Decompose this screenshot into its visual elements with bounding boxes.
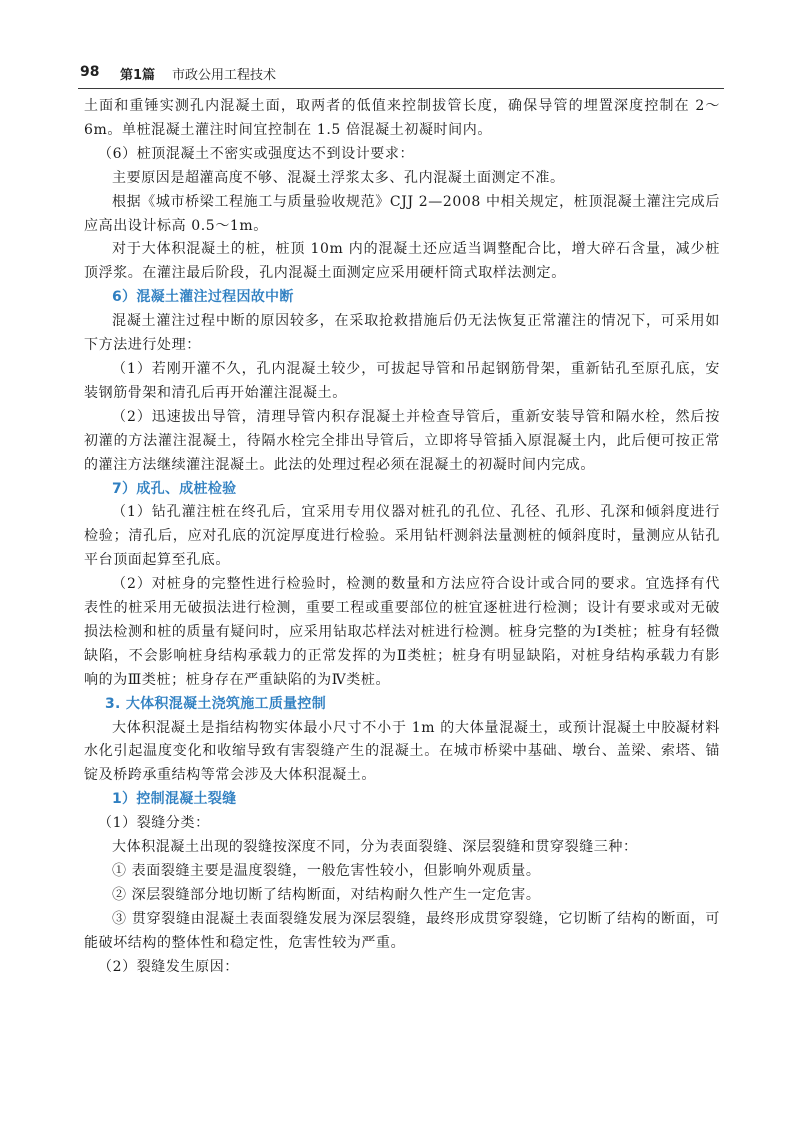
page-number: 98 bbox=[80, 64, 100, 80]
header-rule bbox=[78, 88, 724, 89]
paragraph: （2）迅速拔出导管，清理导管内积存混凝土并检查导管后，重新安装导管和隔水栓，然后按初灌的方法灌注混凝土，待隔水栓完全排出导管后，立即将导管插入原混凝土内，此后便可按正常的灌注方法继续灌注混凝土。此法的处理过程必须在混凝土的初凝时间内完成。 bbox=[84, 408, 720, 473]
list-item: ② 深层裂缝部分地切断了结构断面，对结构耐久性产生一定危害。 bbox=[112, 886, 541, 903]
paragraph: （1）钻孔灌注桩在终孔后，宜采用专用仪器对桩孔的孔位、孔径、孔形、孔深和倾斜度进行检验；清孔后，应对孔底的沉淀厚度进行检验。采用钻杆测斜法量测桩的倾斜度时，量测应从钻孔平台顶面起算至孔底。 bbox=[84, 504, 720, 569]
section-heading-3: 3. 大体积混凝土浇筑施工质量控制 bbox=[105, 695, 327, 712]
body-text bbox=[84, 95, 720, 980]
paragraph: （1）若刚开灌不久，孔内混凝土较少，可拔起导管和吊起钢筋骨架，重新钻孔至原孔底，安装钢筋骨架和清孔后再开始灌注混凝土。 bbox=[84, 360, 720, 401]
paragraph: 对于大体积混凝土的桩，桩顶 10m 内的混凝土还应适当调整配合比，增大碎石含量，减少桩顶浮浆。在灌注最后阶段，孔内混凝土面测定应采用硬杆筒式取样法测定。 bbox=[84, 241, 720, 282]
section-heading-6: 6）混凝土灌注过程因故中断 bbox=[112, 289, 294, 306]
part-label: 第1篇 bbox=[120, 68, 156, 83]
section-heading-7: 7）成孔、成桩检验 bbox=[112, 480, 237, 497]
list-item: ① 表面裂缝主要是温度裂缝，一般危害性较小，但影响外观质量。 bbox=[112, 863, 541, 879]
sub-item-title: （1）裂缝分类： bbox=[98, 815, 210, 832]
paragraph: 根据《城市桥梁工程施工与质量验收规范》CJJ 2—2008 中相关规定，桩顶混凝土灌注完成后应高出设计标高 0.5～1m。 bbox=[84, 193, 720, 234]
item-6-title: （6）桩顶混凝土不密实或强度达不到设计要求： bbox=[98, 145, 415, 162]
paragraph: 混凝土灌注过程中断的原因较多，在采取抢救措施后仍无法恢复正常灌注的情况下，可采用如下方法进行处理： bbox=[84, 313, 720, 354]
part-title: 市政公用工程技术 bbox=[172, 68, 277, 83]
list-item: ③ 贯穿裂缝由混凝土表面裂缝发展为深层裂缝，最终形成贯穿裂缝，它切断了结构的断面，可能破坏结构的整体性和稳定性，危害性较为严重。 bbox=[84, 910, 720, 951]
running-header bbox=[80, 64, 720, 86]
paragraph: 主要原因是超灌高度不够、混凝土浮浆太多、孔内混凝土面测定不准。 bbox=[112, 169, 565, 186]
paragraph: 大体积混凝土出现的裂缝按深度不同，分为表面裂缝、深层裂缝和贯穿裂缝三种： bbox=[112, 839, 638, 856]
paragraph: （2）对桩身的完整性进行检验时，检测的数量和方法应符合设计或合同的要求。宜选择有代表性的桩采用无破损法进行检测，重要工程或重要部位的桩宜逐桩进行检测；设计有要求或对无破损法检测和桩的质量有疑问时，应采用钻取芯样法对桩进行检测。桩身完整的为Ⅰ类桩；桩身有轻微缺陷，不会影响桩身结构承载力的正常发挥的为Ⅱ类桩；桩身有明显缺陷，对桩身结构承载力有影响的为Ⅲ类桩；桩身存在严重缺陷的为Ⅳ类桩。 bbox=[84, 576, 720, 688]
section-heading-1: 1）控制混凝土裂缝 bbox=[112, 791, 237, 808]
paragraph: 大体积混凝土是指结构物实体最小尺寸不小于 1m 的大体量混凝土，或预计混凝土中胶凝材料水化引起温度变化和收缩导致有害裂缝产生的混凝土。在城市桥梁中基础、墩台、盖梁、索塔、锚锭及桥跨承重结构等常会涉及大体积混凝土。 bbox=[84, 719, 720, 784]
sub-item-title: （2）裂缝发生原因： bbox=[98, 958, 239, 975]
paragraph-continuation: 土面和重锤实测孔内混凝土面，取两者的低值来控制拔管长度，确保导管的埋置深度控制在 2～6m。单桩混凝土灌注时间宜控制在 1.5 倍混凝土初凝时间内。 bbox=[84, 98, 720, 138]
